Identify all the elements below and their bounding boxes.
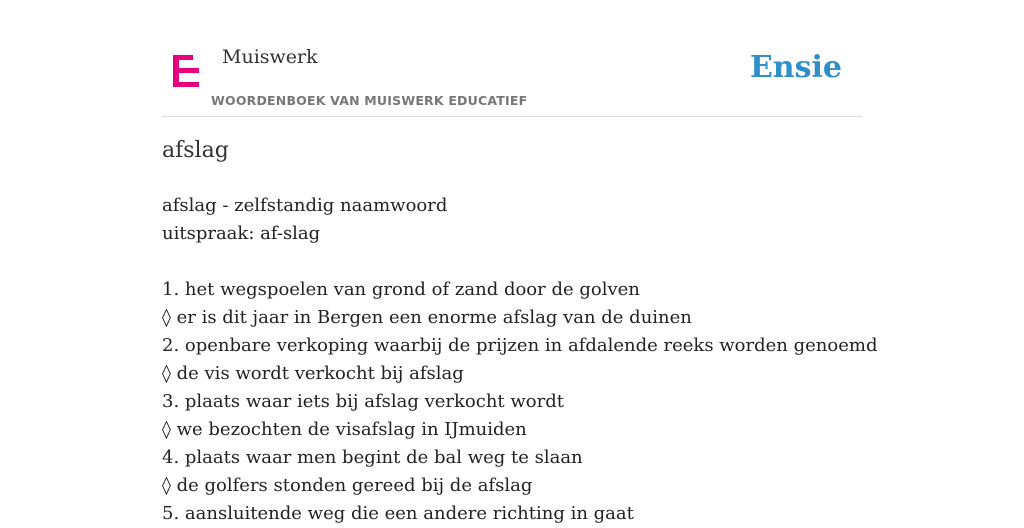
entry-title: afslag (162, 138, 229, 163)
example-line: ◊ de vis wordt verkocht bij afslag (162, 363, 464, 384)
definition-line: 3. plaats waar iets bij afslag verkocht wordt (162, 391, 564, 412)
definition-line: 4. plaats waar men begint de bal weg te slaan (162, 447, 583, 468)
ensie-brand-logo[interactable]: Ensie (749, 50, 842, 85)
definition-line: 1. het wegspoelen van grond of zand door de golven (162, 279, 640, 300)
example-line: ◊ de golfers stonden gereed bij de afslag (162, 475, 533, 496)
word-class: afslag - zelfstandig naamwoord (162, 195, 448, 216)
example-line: ◊ er is dit jaar in Bergen een enorme afslag van de duinen (162, 307, 692, 328)
definition-line: 5. aansluitende weg die een andere richting in gaat (162, 503, 634, 524)
muiswerk-logo-icon[interactable] (173, 55, 199, 87)
site-name[interactable]: Muiswerk (222, 46, 318, 68)
example-line: ◊ we bezochten de visafslag in IJmuiden (162, 419, 527, 440)
entry-body (162, 192, 878, 528)
pronunciation: uitspraak: af-slag (162, 223, 321, 244)
spacer (162, 248, 862, 276)
site-subtitle: WOORDENBOEK VAN MUISWERK EDUCATIEF (211, 93, 528, 108)
definition-line: 2. openbare verkoping waarbij de prijzen in afdalende reeks worden genoemd (162, 335, 878, 356)
site-header (162, 0, 862, 117)
